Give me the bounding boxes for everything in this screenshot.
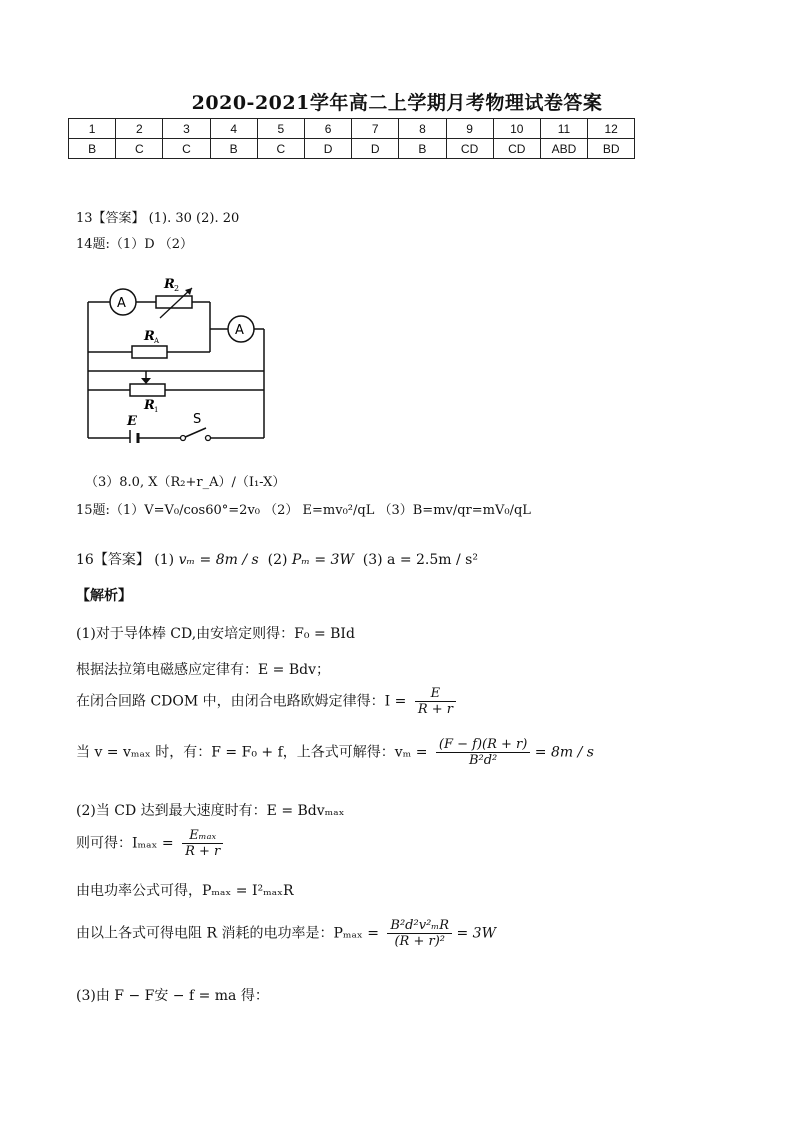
q16-part1-value: vₘ = 8m / s (178, 552, 259, 568)
fraction-max-current (182, 828, 223, 859)
answer-table-header-row (69, 119, 635, 139)
answer-table-number-cell: 12 (588, 119, 635, 139)
q16-part2-value: Pₘ = 3W (291, 552, 354, 568)
page-title: 2020-2021学年高二上学期月考物理试卷答案 (191, 92, 603, 114)
analysis-line-7: 由电功率公式可得，Pₘₐₓ = I²ₘₐₓR (76, 883, 294, 899)
switch-s-label: S (193, 412, 202, 427)
analysis-line-4-result: = 8m / s (534, 744, 594, 761)
answer-table-number-cell: 4 (210, 119, 257, 139)
answer-table-answer-cell: C (163, 139, 210, 159)
answer-table-number-cell: 7 (352, 119, 399, 139)
answer-table-number-cell: 3 (163, 119, 210, 139)
fraction-numerator: (F − f)(R + r) (436, 737, 530, 753)
fraction-denominator: R + r (417, 702, 453, 717)
answer-table-number-cell: 10 (493, 119, 540, 139)
analysis-line-4-text: 当 v = vₘₐₓ 时，有：F = F₀ + f，上各式可解得：vₘ = (76, 744, 428, 761)
q16-part2-label: (2) (267, 552, 288, 568)
analysis-line-9: (3)由 F − F安 − f = ma 得： (76, 988, 269, 1004)
q16-answer (76, 549, 478, 569)
analysis-line-4 (76, 737, 594, 768)
r2-subscript: 2 (174, 284, 180, 293)
switch-icon (181, 436, 186, 441)
analysis-line-8-result: = 3W (456, 925, 496, 942)
fraction-numerator: Eₘₐₓ (182, 828, 223, 844)
battery-e-label: E (127, 414, 137, 429)
answer-table-number-cell: 11 (540, 119, 587, 139)
answer-table-number-cell: 9 (446, 119, 493, 139)
q13-answer: 13【答案】 (1). 30 (2). 20 (76, 211, 240, 226)
fraction-power (387, 918, 452, 949)
answer-table-answer-cell: C (116, 139, 163, 159)
answer-table-answer-cell: C (257, 139, 304, 159)
q16-label: 16【答案】 (76, 552, 150, 568)
answer-table-answer-cell: CD (446, 139, 493, 159)
q16-part3-label: (3) (362, 552, 383, 568)
answer-table-answer-cell: B (399, 139, 446, 159)
ra-subscript: A (154, 337, 160, 345)
analysis-heading: 【解析】 (76, 588, 132, 604)
analysis-line-5: (2)当 CD 达到最大速度时有：E = Bdvₘₐₓ (76, 803, 345, 819)
analysis-line-3 (76, 686, 456, 717)
ra-label: R (144, 329, 155, 344)
answer-table-answer-cell: D (304, 139, 351, 159)
analysis-line-1: (1)对于导体棒 CD,由安培定则得：F₀ = BId (76, 626, 355, 642)
q16-part3-value: a = 2.5m / s² (387, 552, 478, 568)
answer-table-number-cell: 5 (257, 119, 304, 139)
r2-label: R (164, 277, 175, 292)
analysis-line-8 (76, 918, 496, 949)
analysis-line-6-text: 则可得：Iₘₐₓ = (76, 835, 174, 852)
r1-subscript: 1 (154, 406, 159, 414)
circuit-diagram (80, 268, 280, 443)
answer-table-answer-cell: CD (493, 139, 540, 159)
resistor-r2-icon (156, 296, 192, 308)
answer-table-answer-cell: ABD (540, 139, 587, 159)
answer-table-answer-cell: B (210, 139, 257, 159)
fraction-denominator: (R + r)² (394, 934, 445, 949)
fraction-velocity (436, 737, 530, 768)
answer-table-number-cell: 2 (116, 119, 163, 139)
q14-answer: 14题:（1）D （2） (76, 237, 194, 252)
r1-label: R (144, 398, 155, 413)
resistor-r1-icon (130, 384, 165, 396)
q16-part1-label: (1) (154, 552, 175, 568)
answer-table-number-cell: 1 (69, 119, 116, 139)
answer-table-number-cell: 8 (399, 119, 446, 139)
answer-table-answer-cell: BD (588, 139, 635, 159)
fraction-denominator: B²d² (468, 753, 498, 768)
ammeter-a-label: A (117, 296, 126, 311)
answer-table-answer-cell: D (352, 139, 399, 159)
slider-arrow-icon (141, 378, 151, 384)
answer-table-answer-row (69, 139, 635, 159)
analysis-line-2: 根据法拉第电磁感应定律有：E = Bdv； (76, 662, 331, 678)
q14-part3: （3）8.0, X（R₂+r_A）/（I₁-X） (85, 475, 286, 490)
fraction-denominator: R + r (185, 844, 221, 859)
fraction-current (415, 686, 456, 717)
answer-table-answer-cell: B (69, 139, 116, 159)
resistor-ra-icon (132, 346, 167, 358)
fraction-numerator: B²d²v²ₘR (387, 918, 452, 934)
analysis-line-3-text: 在闭合回路 CDOM 中，由闭合电路欧姆定律得：I = (76, 693, 407, 710)
fraction-numerator: E (415, 686, 456, 702)
ammeter-a1-label: A (235, 323, 244, 338)
q15-answer: 15题:（1）V=V₀/cos60°=2v₀ （2） E=mv₀²/qL （3）B=mv/qr=mV₀/qL (76, 503, 531, 518)
answer-table-number-cell: 6 (304, 119, 351, 139)
analysis-line-6 (76, 828, 223, 859)
analysis-line-8-text: 由以上各式可得电阻 R 消耗的电功率是：Pₘₐₓ = (76, 925, 379, 942)
answer-table (68, 118, 635, 159)
